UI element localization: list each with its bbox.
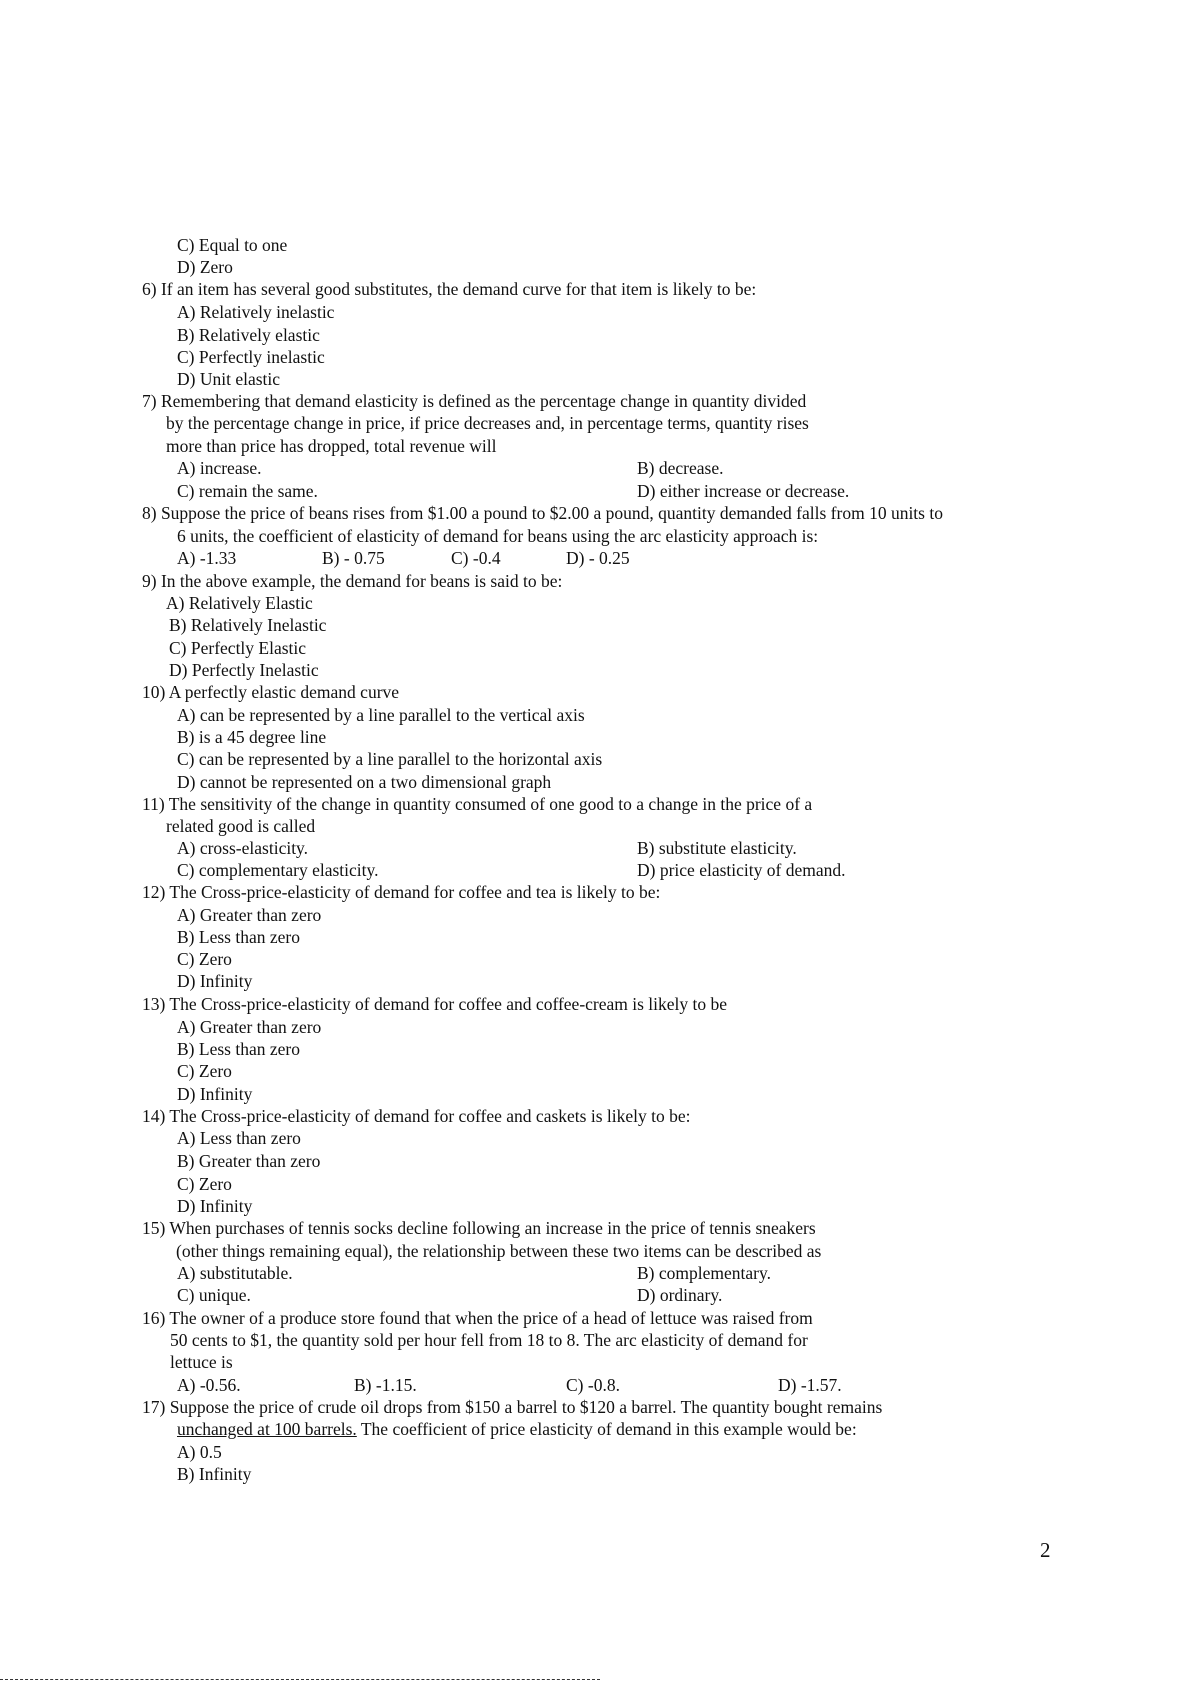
q15-option-d: D) ordinary. bbox=[637, 1285, 723, 1305]
q7-option-a: A) increase. bbox=[177, 458, 262, 478]
q8-stem-line2: 6 units, the coefficient of elasticity of demand for beans using the arc elasticity approach is: bbox=[177, 526, 819, 546]
q7-stem-line3: more than price has dropped, total revenue will bbox=[166, 436, 497, 456]
q10-stem: 10) A perfectly elastic demand curve bbox=[142, 682, 400, 702]
q14-stem: 14) The Cross-price-elasticity of demand for coffee and caskets is likely to be: bbox=[142, 1106, 691, 1126]
q16-option-d: D) -1.57. bbox=[778, 1375, 842, 1395]
q17-option-b: B) Infinity bbox=[177, 1464, 252, 1484]
q9-option-c: C) Perfectly Elastic bbox=[169, 638, 307, 658]
q6-option-d: D) Unit elastic bbox=[177, 369, 281, 389]
q13-stem: 13) The Cross-price-elasticity of demand for coffee and coffee-cream is likely to be bbox=[142, 994, 728, 1014]
q7-stem-line2: by the percentage change in price, if price decreases and, in percentage terms, quantity rises bbox=[166, 413, 809, 433]
q16-option-a: A) -0.56. bbox=[177, 1375, 241, 1395]
q16-stem-line3: lettuce is bbox=[170, 1352, 233, 1372]
q12-option-d: D) Infinity bbox=[177, 971, 253, 991]
q15-stem-line2: (other things remaining equal), the relationship between these two items can be described as bbox=[176, 1241, 822, 1261]
q14-option-b: B) Greater than zero bbox=[177, 1151, 321, 1171]
q6-option-c: C) Perfectly inelastic bbox=[177, 347, 325, 367]
q12-option-a: A) Greater than zero bbox=[177, 905, 322, 925]
q5-option-c: C) Equal to one bbox=[177, 235, 288, 255]
q12-option-b: B) Less than zero bbox=[177, 927, 300, 947]
q8-stem-line1: 8) Suppose the price of beans rises from $1.00 a pound to $2.00 a pound, quantity demanded falls from 10 units to bbox=[142, 503, 943, 523]
q10-option-b: B) is a 45 degree line bbox=[177, 727, 327, 747]
q7-option-b: B) decrease. bbox=[637, 458, 724, 478]
q12-stem: 12) The Cross-price-elasticity of demand for coffee and tea is likely to be: bbox=[142, 882, 661, 902]
q13-option-a: A) Greater than zero bbox=[177, 1017, 322, 1037]
q17-underlined-phrase: unchanged at 100 barrels. bbox=[177, 1419, 357, 1439]
q16-option-c: C) -0.8. bbox=[566, 1375, 620, 1395]
q13-option-c: C) Zero bbox=[177, 1061, 232, 1081]
q11-stem-line2: related good is called bbox=[166, 816, 316, 836]
q6-stem: 6) If an item has several good substitutes, the demand curve for that item is likely to be: bbox=[142, 279, 757, 299]
q12-option-c: C) Zero bbox=[177, 949, 232, 969]
q16-stem-line2: 50 cents to $1, the quantity sold per hour fell from 18 to 8. The arc elasticity of demand for bbox=[170, 1330, 808, 1350]
q11-option-a: A) cross-elasticity. bbox=[177, 838, 309, 858]
q16-option-b: B) -1.15. bbox=[354, 1375, 417, 1395]
q5-option-d: D) Zero bbox=[177, 257, 233, 277]
q14-option-d: D) Infinity bbox=[177, 1196, 253, 1216]
q15-stem-line1: 15) When purchases of tennis socks decline following an increase in the price of tennis sneakers bbox=[142, 1218, 816, 1238]
q10-option-d: D) cannot be represented on a two dimensional graph bbox=[177, 772, 552, 792]
q6-option-a: A) Relatively inelastic bbox=[177, 302, 335, 322]
q17-stem-rest: The coefficient of price elasticity of demand in this example would be: bbox=[356, 1419, 857, 1439]
footer-divider bbox=[0, 1679, 600, 1680]
q14-option-a: A) Less than zero bbox=[177, 1128, 301, 1148]
q11-option-c: C) complementary elasticity. bbox=[177, 860, 379, 880]
q15-option-a: A) substitutable. bbox=[177, 1263, 293, 1283]
q11-option-b: B) substitute elasticity. bbox=[637, 838, 797, 858]
q10-option-c: C) can be represented by a line parallel to the horizontal axis bbox=[177, 749, 603, 769]
q7-stem-line1: 7) Remembering that demand elasticity is defined as the percentage change in quantity divided bbox=[142, 391, 807, 411]
q15-option-c: C) unique. bbox=[177, 1285, 251, 1305]
q10-option-a: A) can be represented by a line parallel to the vertical axis bbox=[177, 705, 585, 725]
q11-stem-line1: 11) The sensitivity of the change in quantity consumed of one good to a change in the price of a bbox=[142, 794, 813, 814]
q9-stem: 9) In the above example, the demand for beans is said to be: bbox=[142, 571, 563, 591]
q14-option-c: C) Zero bbox=[177, 1174, 232, 1194]
q6-option-b: B) Relatively elastic bbox=[177, 325, 320, 345]
q17-option-a: A) 0.5 bbox=[177, 1442, 222, 1462]
q8-option-b: B) - 0.75 bbox=[322, 548, 385, 568]
q9-option-d: D) Perfectly Inelastic bbox=[169, 660, 319, 680]
q13-option-b: B) Less than zero bbox=[177, 1039, 300, 1059]
q15-option-b: B) complementary. bbox=[637, 1263, 771, 1283]
q16-stem-line1: 16) The owner of a produce store found that when the price of a head of lettuce was raised from bbox=[142, 1308, 813, 1328]
q13-option-d: D) Infinity bbox=[177, 1084, 253, 1104]
q8-option-c: C) -0.4 bbox=[451, 548, 501, 568]
q11-option-d: D) price elasticity of demand. bbox=[637, 860, 846, 880]
q17-stem-line1: 17) Suppose the price of crude oil drops from $150 a barrel to $120 a barrel. The quantity bought remains bbox=[142, 1397, 883, 1417]
q9-option-b: B) Relatively Inelastic bbox=[169, 615, 327, 635]
q8-option-d: D) - 0.25 bbox=[566, 548, 630, 568]
q8-option-a: A) -1.33 bbox=[177, 548, 237, 568]
q17-stem-line2 bbox=[177, 1418, 857, 1440]
q9-option-a: A) Relatively Elastic bbox=[166, 593, 313, 613]
q7-option-c: C) remain the same. bbox=[177, 481, 318, 501]
q7-option-d: D) either increase or decrease. bbox=[637, 481, 850, 501]
page-number: 2 bbox=[1040, 1538, 1051, 1562]
